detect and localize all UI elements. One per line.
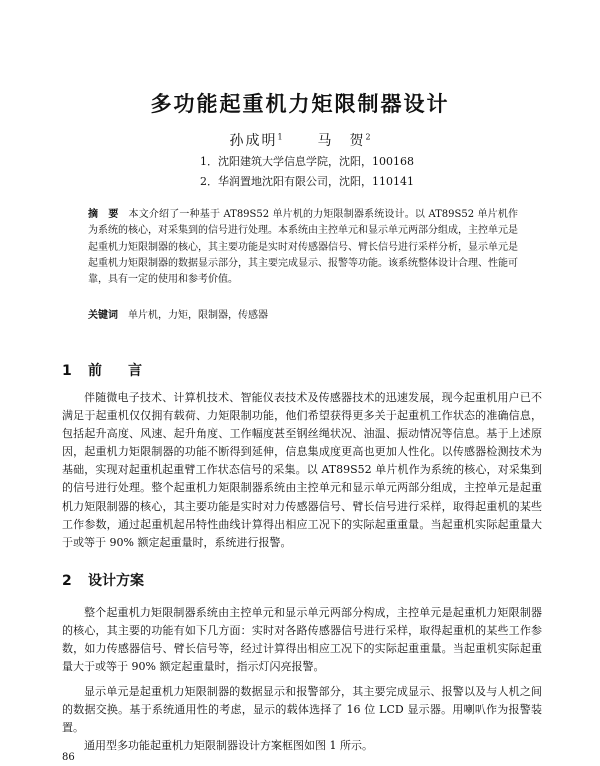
body-paragraph: 显示单元是起重机力矩限制器的数据显示和报警部分，其主要完成显示、报警以及与人机之间的数据交换。基于系统通用性的考虑，显示的载体选择了 16 位 LCD 显示器。用喇叭作为报警装置。 <box>62 685 542 735</box>
section-title: 设计方案 <box>88 573 144 589</box>
section-number: 2 <box>62 573 72 589</box>
author-name: 马 贺 <box>317 133 366 149</box>
affiliation: 1．沈阳建筑大学信息学院，沈阳，100168 <box>200 155 414 168</box>
section-heading <box>62 570 144 590</box>
body-paragraph: 伴随微电子技术、计算机技术、智能仪表技术及传感器技术的迅速发展，现今起重机用户已不满足于起重机仅仅拥有载荷、力矩限制功能，他们希望获得更多关于起重机工作状态的准确信息，包括起升高度、风速、起升角度、工作幅度甚至钢丝绳状况、油温、振动情况等信息。基于上述原因，起重机力矩限制器的功能不断得到延伸，信息集成度更高也更加人性化。以传感器检测技术为基础，实现对起重机起重臂工作状态信号的采集。以 AT89S52 单片机作为系统的核心，对采集到的信号进行处理。整个起重机力矩限制器系统由主控单元和显示单元两部分组成，主控单元是起重机力矩限制器的核心，其主要功能是实时对力传感器信号、臂长信号进行采样，取得起重机的某些工作参数，通过起重机起吊特性曲线计算得出相应工况下的实际起重重量。当起重机实际起重量大于或等于 90% 额定起重量时，系统进行报警。 <box>62 391 542 549</box>
author-affiliation-mark: 1 <box>277 132 283 142</box>
author-line <box>0 130 600 150</box>
keywords-label: 关键词 <box>88 310 118 321</box>
abstract <box>88 207 518 288</box>
abstract-label: 摘 要 <box>88 209 119 220</box>
page-number: 86 <box>62 752 75 763</box>
body-paragraph: 通用型多功能起重机力矩限制器设计方案框图如图 1 所示。 <box>84 739 373 752</box>
author-affiliation-mark: 2 <box>365 132 371 142</box>
keywords-text: 单片机，力矩，限制器，传感器 <box>128 310 268 321</box>
section-title: 前 言 <box>88 363 148 379</box>
section-number: 1 <box>62 363 78 379</box>
affiliation: 2．华润置地沈阳有限公司，沈阳，110141 <box>200 175 414 188</box>
paper-title: 多功能起重机力矩限制器设计 <box>150 92 450 116</box>
body-paragraph: 整个起重机力矩限制器系统由主控单元和显示单元两部分构成，主控单元是起重机力矩限制器的核心，其主要的功能有如下几方面：实时对各路传感器信号进行采样，取得起重机的某些工作参数，如力传感器信号、臂长信号等，经过计算得出相应工况下的实际起重重量。当起重机实际起重量大于或等于 90% 额定起重量时，指示灯闪亮报警。 <box>62 606 542 674</box>
author-name: 孙成明 <box>229 133 278 149</box>
abstract-text: 本文介绍了一种基于 AT89S52 单片机的力矩限制器系统设计。以 AT89S52 单片机作为系统的核心，对采集到的信号进行处理。本系统由主控单元和显示单元两部分组成，主控单元是起重机力矩限制器的核心，其主要功能是实时对传感器信号、臂长信号进行采样分析，显示单元是起重机力矩限制器的数据显示部分，其主要完成显示、报警等功能。该系统整体设计合理、性能可靠，具有一定的使用和参考价值。 <box>88 209 518 286</box>
section-heading <box>62 360 148 380</box>
keywords <box>88 306 268 321</box>
